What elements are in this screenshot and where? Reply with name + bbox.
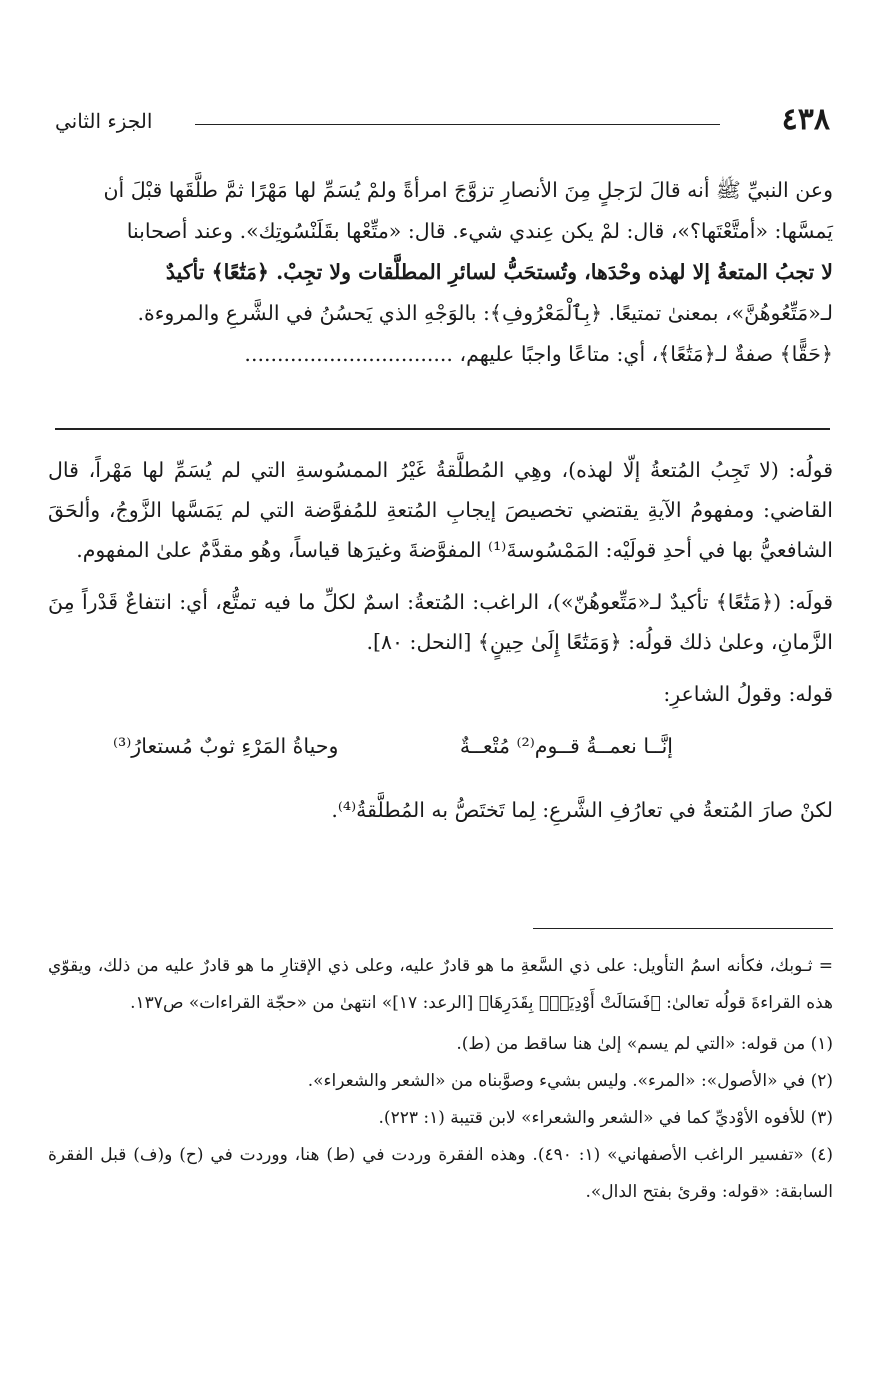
poem-second-hemistich: وحياةُ المَرْءِ ثوبٌ مُستعارُ⁽³⁾: [113, 734, 339, 758]
footnote-1: (١) من قوله: «التي لم يسم» إلىٰ هنا ساقط من (ط).: [456, 1034, 833, 1054]
header-rule: [195, 124, 720, 125]
main-line-5: ﴿حَقًّا﴾ صفةٌ لـ﴿مَتَٰعًا﴾، أي: متاعًا واجبًا عليهم، ................................: [244, 342, 833, 366]
poem-first-hemistich: إنَّــا نعمــةُ قــوم⁽²⁾ مُتْعــةٌ: [459, 734, 673, 758]
main-text: [48, 170, 833, 375]
footnote-3: (٣) للأفوه الأوْديِّ كما في «الشعر والشعراء» لابن قتيبة (١: ٢٢٣).: [378, 1108, 833, 1128]
poem-intro: قوله: وقولُ الشاعرِ:: [663, 682, 833, 706]
footnote-4: (٤) «تفسير الراغب الأصفهاني» (١: ٤٩٠). وهذه الفقرة وردت في (ط) هنا، ووردت في (ح) و(ف) قبل الفقرة السابقة: «قوله: وقرئ بفتح الدال».: [48, 1145, 833, 1202]
footnote-rule: [533, 928, 833, 929]
footnote-2: (٢) في «الأصول»: «المرء». وليس بشيء وصوَّبناه من «الشعر والشعراء».: [307, 1071, 833, 1091]
running-title: الجزء الثاني: [55, 109, 153, 133]
page-header: [55, 100, 830, 144]
commentary-paragraph-2: قولَه: (﴿مَتَٰعًا﴾ تأكيدٌ لـ«مَتِّعوهُنّ»)، الراغب: المُتعةُ: اسمٌ لكلِّ ما فيه تمتُّع، أي: انتفاعٌ قَدْراً مِنَ الزَّمانِ، وعلىٰ ذلك قولُه: ﴿وَمَتَٰعًا إِلَىٰ حِينٍ﴾ [النحل: ٨٠].: [48, 590, 833, 654]
main-line-1: وعن النبيِّ ﷺ أنه قالَ لرَجلٍ مِنَ الأنصارِ تزوَّجَ امرأةً ولمْ يُسَمِّ لها مَهْرًا ثمَّ طلَّقَها قبْلَ أن: [103, 178, 833, 202]
commentary-paragraph-1: قولُه: (لا تَجِبُ المُتعةُ إلّا لهذه)، وهِي المُطلَّقةُ غَيْرُ الممسُوسةِ التي لم يُسَمِّ لها مَهْراً، قال القاضي: ومفهومُ الآيةِ يقتضي تخصيصَ إيجابِ المُتعةِ للمُفوَّضة التي لم يَمَسَّها الزَّوجُ، وألحَقَ الشافعيُّ بها في أحدِ قولَيْه: المَمْسُوسةَ⁽¹⁾ المفوَّضةَ وغيرَها قياساً، وهُو مقدَّمٌ علىٰ المفهوم.: [48, 458, 833, 562]
footnote-continuation: = ثـوبك، فكأنه اسمُ التأويل: على ذي السَّعةِ ما هو قادرٌ عليه، وعلى ذي الإقتارِ ما هو قادرٌ عليه من ذلك، ويقوّي هذه القراءةَ قولُه تعالىٰ: ﴿فَسَالَتْ أَوْدِيَةٌۢ بِقَدَرِهَا﴾ [الرعد: ١٧]» انتهىٰ من «حجّة القراءات» ص١٣٧.: [48, 956, 833, 1013]
page-number: ٤٣٨: [781, 102, 830, 137]
commentary: [48, 450, 833, 842]
commentary-paragraph-3: لكنْ صارَ المُتعةُ في تعارُفِ الشَّرعِ: لِما تَختَصُّ به المُطلَّقةُ⁽⁴⁾.: [331, 798, 833, 822]
main-line-2: يَمسَّها: «أمتَّعْتَها؟»، قال: لمْ يكن عِندي شيء. قال: «متِّعْها بقَلَنْسُوتِك». وعند أصحابنا: [126, 219, 833, 243]
main-line-3: لا تجبُ المتعةُ إلا لهذه وحْدَها، وتُستحَبُّ لسائرِ المطلَّقات ولا تجِبْ. ﴿مَتَٰعًا﴾ تأكيدٌ: [165, 260, 833, 284]
poem-verse: [113, 726, 673, 766]
section-divider: [55, 428, 830, 430]
main-line-4: لـ«مَتِّعُوهُنَّ»، بمعنىٰ تمتيعًا. ﴿بِٱلْمَعْرُوفِ﴾: بالوَجْهِ الذي يَحسُنُ في الشَّرعِ والمروءة.: [137, 301, 833, 325]
footnotes: [48, 948, 833, 1211]
